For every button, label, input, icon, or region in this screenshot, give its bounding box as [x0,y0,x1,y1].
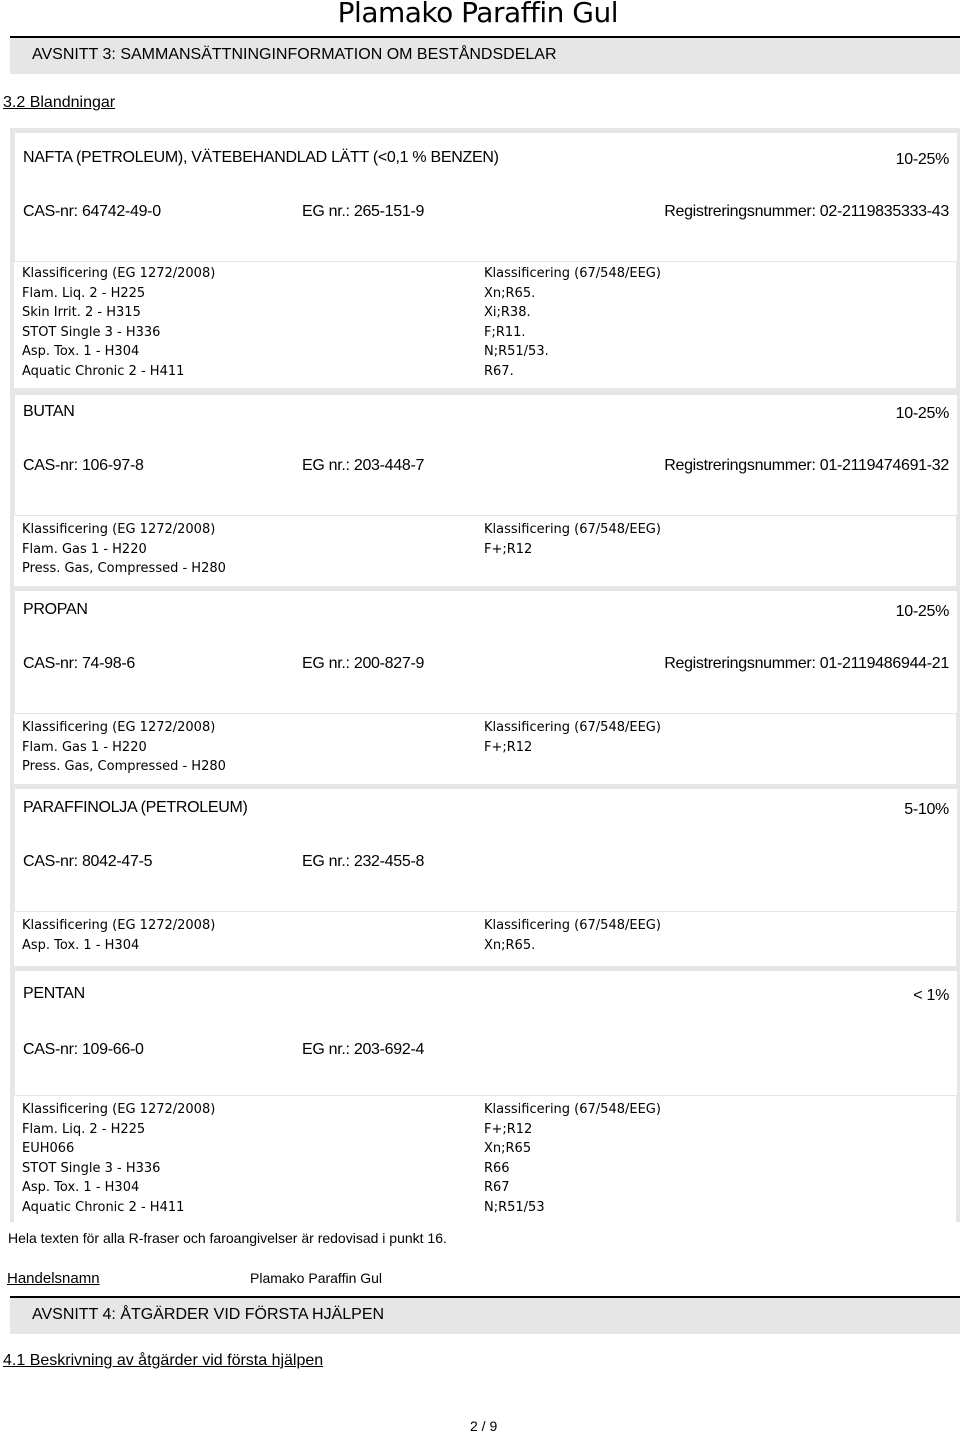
ingredient-name: PROPAN [23,601,88,618]
ingredient-block [10,784,960,966]
trade-name-value: Plamako Paraffin Gul [250,1270,383,1286]
clp-classification: Klassificering (EG 1272/2008) Flam. Liq. 2 - H225 Skin Irrit. 2 - H315 STOT Single 3 - H336 Asp. Tox. 1 - H304 Aquatic Chronic 2 - H411 [22,266,216,379]
section-4-header [10,1296,960,1334]
ingredient-block [10,390,960,586]
eeg-classification: Klassificering (67/548/EEG) F+;R12 [484,720,661,755]
subsection-3-2: 3.2 Blandningar [3,94,116,111]
trade-name-label: Handelsnamn [7,1270,100,1287]
ingredient-classification [14,714,956,784]
ingredient-classification [14,516,956,586]
ingredient-block [10,128,960,390]
eg-number: EG nr.: 200-827-9 [302,655,425,672]
ingredient-percent: 10-25% [895,603,949,620]
eeg-classification: Klassificering (67/548/EEG) F+;R12 Xn;R65 R66 R67 N;R51/53 [484,1102,661,1215]
registration-number: Registreringsnummer: 01-2119474691-32 [664,457,949,474]
eeg-classification: Klassificering (67/548/EEG) Xn;R65. [484,918,661,953]
cas-number: CAS-nr: 74-98-6 [23,655,135,672]
ingredient-header [14,132,958,262]
ingredient-header [14,788,958,912]
ingredient-name: BUTAN [23,403,75,420]
section-3-title: AVSNITT 3: SAMMANSÄTTNINGINFORMATION OM BESTÅNDSDELAR [32,46,557,63]
eg-number: EG nr.: 203-692-4 [302,1041,425,1058]
ingredient-name: NAFTA (PETROLEUM), VÄTEBEHANDLAD LÄTT (<0,1 % BENZEN) [23,149,499,166]
subsection-4-1: 4.1 Beskrivning av åtgärder vid första hjälpen [3,1352,324,1369]
ingredient-percent: 10-25% [895,151,949,168]
eeg-classification: Klassificering (67/548/EEG) Xn;R65. Xi;R38. F;R11. N;R51/53. R67. [484,266,661,379]
ingredient-header [14,590,958,714]
ingredient-classification [14,1096,956,1222]
ingredient-header [14,970,958,1096]
document-title: Plamako Paraffin Gul [337,0,618,29]
cas-number: CAS-nr: 8042-47-5 [23,853,153,870]
registration-number: Registreringsnummer: 01-2119486944-21 [664,655,949,672]
ingredient-percent: < 1% [913,987,949,1004]
cas-number: CAS-nr: 64742-49-0 [23,203,161,220]
ingredient-percent: 10-25% [895,405,949,422]
ingredient-block [10,586,960,784]
eg-number: EG nr.: 232-455-8 [302,853,425,870]
ingredient-percent: 5-10% [904,801,949,818]
section-4-title: AVSNITT 4: ÅTGÄRDER VID FÖRSTA HJÄLPEN [32,1306,385,1323]
r-phrases-footnote: Hela texten för alla R-fraser och faroangivelser är redovisad i punkt 16. [8,1230,447,1246]
cas-number: CAS-nr: 109-66-0 [23,1041,144,1058]
page-number: 2 / 9 [470,1418,498,1434]
ingredient-name: PARAFFINOLJA (PETROLEUM) [23,799,248,816]
clp-classification: Klassificering (EG 1272/2008) Flam. Liq. 2 - H225 EUH066 STOT Single 3 - H336 Asp. Tox. 1 - H304 Aquatic Chronic 2 - H411 [22,1102,216,1215]
clp-classification: Klassificering (EG 1272/2008) Flam. Gas 1 - H220 Press. Gas, Compressed - H280 [22,720,226,774]
section-3-header [10,36,960,74]
clp-classification: Klassificering (EG 1272/2008) Asp. Tox. 1 - H304 [22,918,216,953]
ingredient-header [14,394,958,516]
ingredient-name: PENTAN [23,985,85,1002]
registration-number: Registreringsnummer: 02-2119835333-43 [664,203,949,220]
ingredient-block [10,966,960,1222]
clp-classification: Klassificering (EG 1272/2008) Flam. Gas 1 - H220 Press. Gas, Compressed - H280 [22,522,226,576]
ingredient-classification [14,262,956,388]
eg-number: EG nr.: 265-151-9 [302,203,425,220]
eg-number: EG nr.: 203-448-7 [302,457,425,474]
eeg-classification: Klassificering (67/548/EEG) F+;R12 [484,522,661,557]
cas-number: CAS-nr: 106-97-8 [23,457,144,474]
ingredient-classification [14,912,956,966]
